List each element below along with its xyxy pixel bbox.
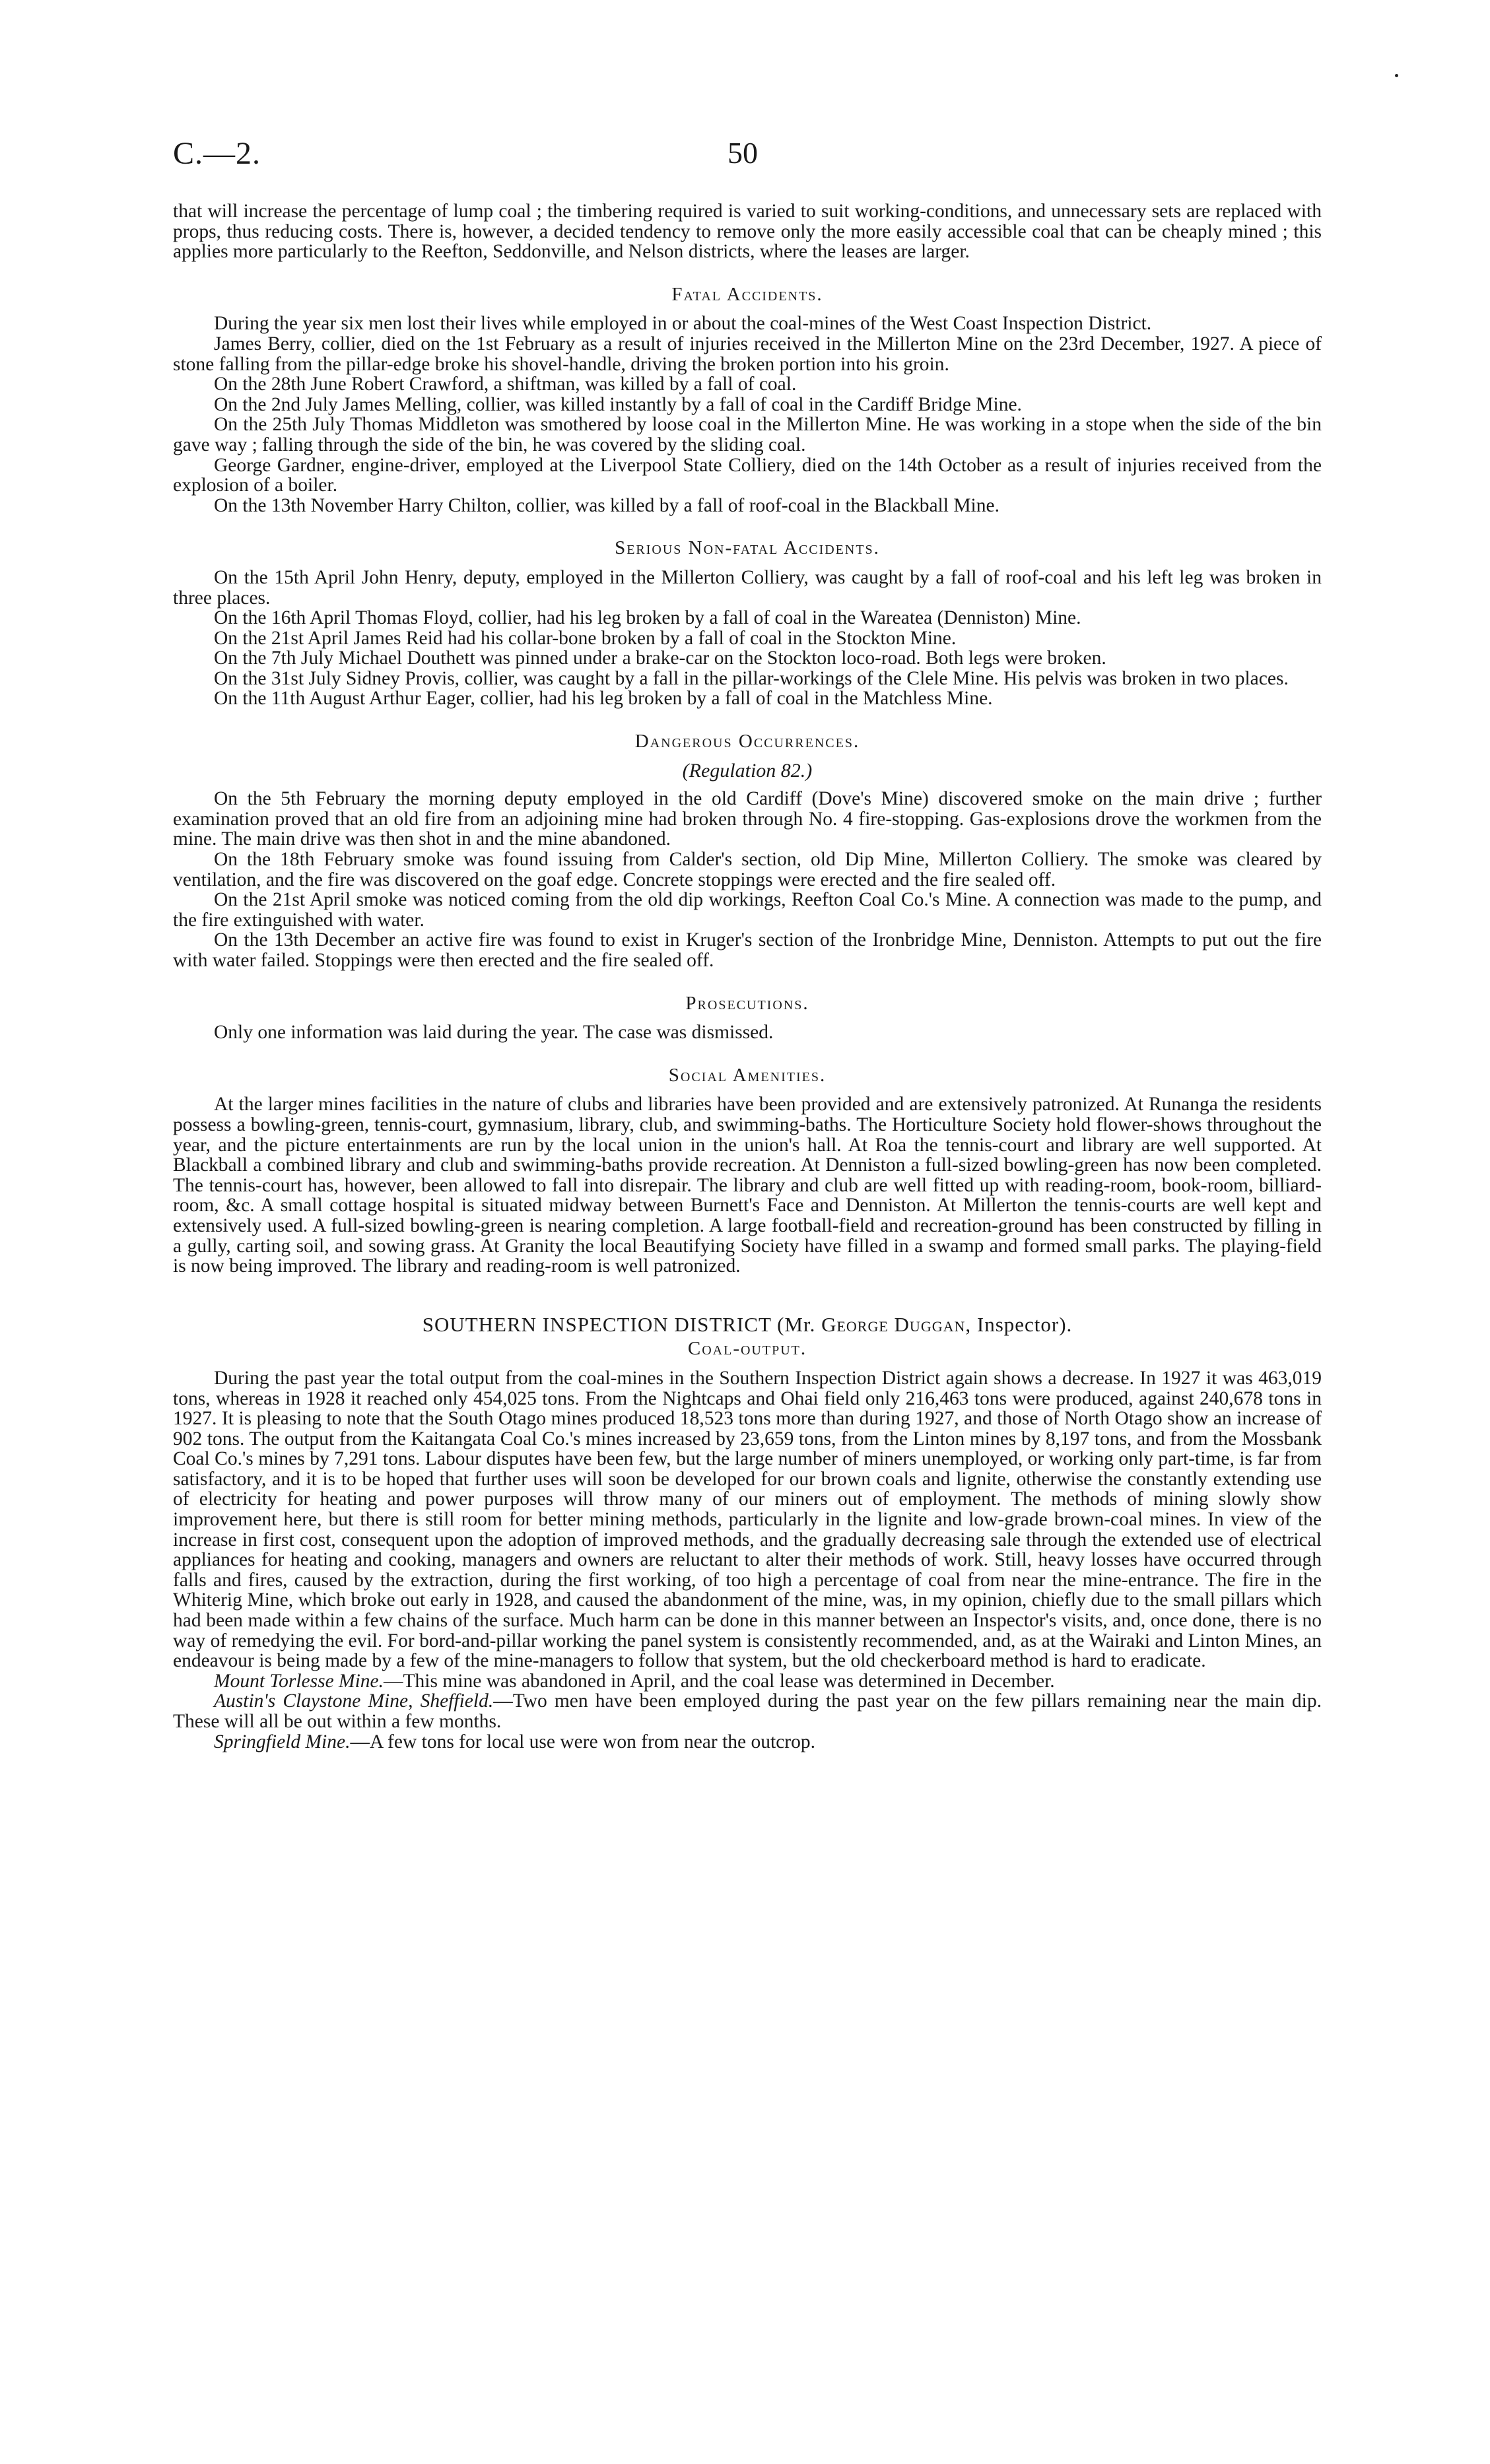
running-head bbox=[173, 135, 1322, 175]
page-body bbox=[173, 201, 1322, 1752]
occurrence-paragraph: On the 21st April smoke was noticed coming from the old dip workings, Reefton Coal Co.'s Mine. A connection was made to the pump, and the fire extinguished with water. bbox=[173, 889, 1322, 931]
section-heading-prosecutions: Prosecutions. bbox=[685, 992, 809, 1014]
coal-output-paragraph: During the past year the total output from the coal-mines in the Southern Inspection District again shows a decrease. In 1927 it was 463,019 tons, whereas in 1928 it reached only 454,025 tons. From the Nightcaps and Ohai field only 216,463 tons were produced, against 240,678 tons in 1927. It is pleasing to note that the South Otago mines produced 18,523 tons more than during 1927, and those of North Otago show an increase of 902 tons. The output from the Kaitangata Coal Co.'s mines increased by 23,659 tons, from the Linton mines by 8,197 tons, and from the Mossbank Coal Co.'s mines by 7,291 tons. Labour disputes have been few, but the large number of miners unemployed, or working only part-time, is far from satisfactory, and it is to be hoped that further uses will soon be developed for our brown coals and lignite, otherwise the constantly extending use of electricity for heating and power purposes will throw many of our miners out of employment. The methods of mining slowly show improvement here, but there is still room for better mining methods, particularly in the lignite and low-grade brown-coal mines. In view of the increase in first cost, consequent upon the adoption of improved methods, and the gradually decreasing sale through the extended use of electrical appliances for heating and cooking, managers and owners are reluctant to alter their methods of work. Still, heavy losses have occurred through falls and fires, caused by the extraction, during the first working, of too high a percentage of coal from near the mine-entrance. The fire in the Whiterig Mine, which broke out early in 1928, and caused the abandonment of the mine, was, in my opinion, chiefly due to the small pillars which had been made within a few chains of the surface. Much harm can be done in this manner between an Inspector's visits, and, once done, there is no way of remedying the evil. For bord-and-pillar working the panel system is consistently recommended, and, as at the Wairaki and Linton Mines, an endeavour is being made by a few of the mine-managers to follow that system, but the old checkerboard method is hard to eradicate. bbox=[173, 1367, 1322, 1672]
mine-text: —This mine was abandoned in April, and the coal lease was determined in December. bbox=[384, 1670, 1055, 1692]
section-heading-coal-output: Coal-output. bbox=[687, 1338, 807, 1360]
fatal-paragraph: James Berry, collier, died on the 1st February as a result of injuries received in the Millerton Mine on the 23rd December, 1927. A piece of stone falling from the pillar-edge broke his shovel-handle, driving the broken portion into his groin. bbox=[173, 333, 1322, 375]
regulation-reference: (Regulation 82.) bbox=[682, 759, 813, 782]
non-fatal-paragraph: On the 11th August Arthur Eager, collier, had his leg broken by a fall of coal in the Matchless Mine. bbox=[214, 688, 993, 710]
fatal-paragraph: George Gardner, engine-driver, employed at the Liverpool State Colliery, died on the 14th October as a result of injuries received from the explosion of a boiler. bbox=[173, 454, 1322, 496]
occurrence-paragraph: On the 5th February the morning deputy employed in the old Cardiff (Dove's Mine) discovered smoke on the main drive ; further examination proved that an old fire from an adjoining mine had broken through No. 4 fire-stopping. Gas-explosions drove the workmen from the mine. The main drive was then shot in and the mine abandoned. bbox=[173, 788, 1322, 850]
prosecutions-paragraph: Only one information was laid during the year. The case was dismissed. bbox=[214, 1022, 774, 1044]
mine-text: —A few tons for local use were won from near the outcrop. bbox=[350, 1731, 815, 1752]
mine-text: —Two men have been employed during the past year on the few pillars remaining near the main dip. These will all be out within a few months. bbox=[173, 1690, 1322, 1732]
section-heading-dangerous-occurrences: Dangerous Occurrences. bbox=[634, 731, 860, 752]
doc-reference: C.—2. bbox=[173, 136, 261, 171]
non-fatal-paragraph: On the 15th April John Henry, deputy, employed in the Millerton Colliery, was caught by a fall of roof-coal and his left leg was broken in three places. bbox=[173, 566, 1322, 609]
intro-paragraph: that will increase the percentage of lump coal ; the timbering required is varied to suit working-conditions, and unnecessary sets are replaced with props, thus reducing costs. There is, however, a decided tendency to remove only the more easily accessible coal that can be cheaply mined ; this applies more particularly to the Reefton, Seddonville, and Nelson districts, where the leases are larger. bbox=[173, 201, 1322, 263]
mine-entry bbox=[173, 1732, 1322, 1752]
district-heading-prefix: SOUTHERN INSPECTION DISTRICT (Mr. bbox=[422, 1312, 822, 1336]
mine-entry bbox=[173, 1671, 1322, 1692]
fatal-paragraph: On the 2nd July James Melling, collier, was killed instantly by a fall of coal in the Cardiff Bridge Mine. bbox=[214, 393, 1022, 415]
fatal-paragraph: On the 28th June Robert Crawford, a shiftman, was killed by a fall of coal. bbox=[214, 374, 797, 395]
non-fatal-paragraph: On the 31st July Sidney Provis, collier, was caught by a fall in the pillar-workings of the Clele Mine. His pelvis was broken in two places. bbox=[214, 667, 1289, 689]
section-heading-serious-non-fatal: Serious Non-fatal Accidents. bbox=[615, 537, 880, 559]
occurrence-paragraph: On the 13th December an active fire was found to exist in Kruger's section of the Ironbridge Mine, Denniston. Attempts to put out the fire with water failed. Stoppings were then erected and the fire sealed off. bbox=[173, 929, 1322, 971]
mine-name: Mount Torlesse Mine. bbox=[214, 1670, 384, 1692]
scan-speck-mark bbox=[1395, 74, 1398, 77]
district-heading-suffix: , Inspector). bbox=[965, 1312, 1073, 1336]
inspector-name: George Duggan bbox=[821, 1312, 966, 1336]
non-fatal-paragraph: On the 21st April James Reid had his collar-bone broken by a fall of coal in the Stockton Mine. bbox=[214, 627, 957, 649]
page-number: 50 bbox=[728, 136, 758, 170]
section-heading-social-amenities: Social Amenities. bbox=[668, 1064, 827, 1086]
mine-name: Austin's Claystone Mine, Sheffield. bbox=[214, 1690, 494, 1712]
mine-name: Springfield Mine. bbox=[214, 1731, 351, 1752]
non-fatal-paragraph: On the 16th April Thomas Floyd, collier, had his leg broken by a fall of coal in the Wareatea (Denniston) Mine. bbox=[214, 607, 1081, 629]
fatal-paragraph: On the 25th July Thomas Middleton was smothered by loose coal in the Millerton Mine. He was working in a stope when the side of the bin gave way ; falling through the side of the bin, he was covered by the sliding coal. bbox=[173, 414, 1322, 455]
section-heading-fatal-accidents: Fatal Accidents. bbox=[671, 283, 823, 305]
fatal-paragraph: On the 13th November Harry Chilton, collier, was killed by a fall of roof-coal in the Blackball Mine. bbox=[214, 494, 999, 516]
mine-entry bbox=[173, 1691, 1322, 1731]
occurrence-paragraph: On the 18th February smoke was found issuing from Calder's section, old Dip Mine, Millerton Colliery. The smoke was cleared by ventilation, and the fire was discovered on the goaf edge. Concrete stoppings were erected and the fire sealed off. bbox=[173, 849, 1322, 890]
amenities-paragraph: At the larger mines facilities in the nature of clubs and libraries have been provided and are extensively patronized. At Runanga the residents possess a bowling-green, tennis-court, gymnasium, library, club, and swimming-baths. The Horticulture Society hold flower-shows throughout the year, and the picture entertainments are run by the local union in the union's hall. At Roa the tennis-court and library are well supported. At Blackball a combined library and club and swimming-baths provide recreation. At Denniston a full-sized bowling-green has now been completed. The tennis-court has, however, been allowed to fall into disrepair. The library and club are well fitted up with reading-room, book-room, billiard-room, &c. A small cottage hospital is situated midway between Burnett's Face and Denniston. At Millerton the tennis-courts are well kept and extensively used. A full-sized bowling-green is nearing completion. A large football-field and recreation-ground has been constructed by filling in a gully, carting soil, and sowing grass. At Granity the local Beautifying Society have filled in a swamp and formed small parks. The playing-field is now being improved. The library and reading-room is well patronized. bbox=[173, 1094, 1322, 1277]
fatal-paragraph: During the year six men lost their lives while employed in or about the coal-mines of the West Coast Inspection District. bbox=[214, 313, 1152, 335]
district-heading bbox=[173, 1312, 1322, 1336]
non-fatal-paragraph: On the 7th July Michael Douthett was pinned under a brake-car on the Stockton loco-road. Both legs were broken. bbox=[214, 648, 1106, 669]
